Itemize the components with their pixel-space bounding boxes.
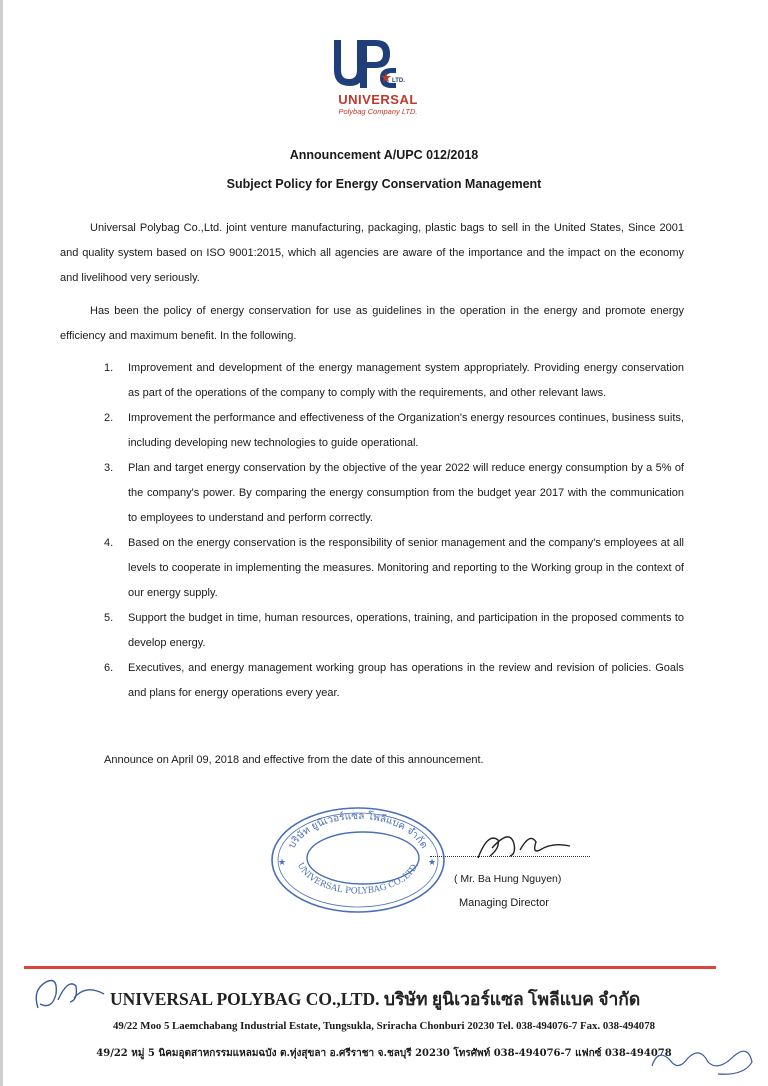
list-item-number: 4. [104,537,114,549]
list-item-number: 5. [104,612,114,624]
list-item [104,656,684,706]
list-item-text: Plan and target energy conservation by the objective of the year 2022 will reduce energy consumption by a 5% of the company's power. By comparing the energy consumption from the budget year 2017 with the communication to employees to understand and perform correctly. [128,462,684,524]
logo-brand-sub: Polybag Company LTD. [338,107,418,116]
footer-address-en: 49/22 Moo 5 Laemchabang Industrial Estate, Tungsukla, Sriracha Chonburi 20230 Tel. 038-494076-7 Fax. 038-494078 [112,1020,655,1032]
page-edge [0,0,3,1086]
paragraph-intro-text: Universal Polybag Co.,Ltd. joint venture manufacturing, packaging, plastic bags to sell in the United States, Since 2001 and quality system based on ISO 9001:2015, which all agencies are aware of the importance and the impact on the economy and livelihood very seriously. [60,222,684,284]
company-logo [330,36,426,120]
paragraph-policy [60,299,684,349]
list-item-number: 1. [104,362,114,374]
list-item [104,456,684,531]
stamp-bottom-text: UNIVERSAL POLYBAG CO.,LTD. [294,861,421,897]
stamp-top-text: บริษัท ยูนิเวอร์แซล โพลีแบค จำกัด [286,810,430,851]
footer-company-name: UNIVERSAL POLYBAG CO.,LTD. บริษัท ยูนิเวอร์แซล โพลีแบค จำกัด [110,989,641,1009]
footer-rule [24,966,716,969]
svg-text:★: ★ [428,857,437,867]
logo-ltd: LTD. [392,78,405,84]
list-item-text: Improvement and development of the energy management system appropriately. Providing energy conservation as part of the operations of the company to comply with the requirements, and other relevant laws. [128,362,684,399]
list-item-text: Improvement the performance and effectiveness of the Organization's energy resources continues, business suits, including developing new technologies to guide operational. [128,412,684,449]
upc-logo-icon [330,36,426,94]
list-item-number: 6. [104,662,114,674]
footer-address-th: 49/22 หมู่ 5 นิคมอุตสาหกรรมแหลมฉบัง ต.ทุ่งสุขลา อ.ศรีราชา จ.ชลบุรี 20230 โทรศัพท์ 038-494076-7 แฟกซ์ 038-494078 [96,1048,672,1059]
policy-list [104,356,684,706]
list-item [104,531,684,606]
footer-signature-mark [28,970,108,1018]
svg-text:★: ★ [278,857,287,867]
footer-scribble-mark [648,1036,758,1080]
paragraph-intro [60,216,684,291]
subject-heading: Subject Policy for Energy Conservation Management [226,177,542,191]
list-item-text: Based on the energy conservation is the responsibility of senior management and the company's employees at all levels to cooperate in implementing the measures. Monitoring and reporting to the Working group in the context of our energy supply. [128,537,684,599]
svg-text:บริษัท ยูนิเวอร์แซล โพลีแบค จำ [287,809,430,850]
list-item [104,606,684,656]
list-item [104,406,684,456]
announcement-number: Announcement A/UPC 012/2018 [289,148,479,162]
svg-text:UNIVERSAL POLYBAG CO.,LTD. [295,861,421,896]
list-item-number: 3. [104,462,114,474]
paragraph-policy-text: Has been the policy of energy conservation for use as guidelines in the operation in the energy and promote energy efficiency and maximum benefit. In the following. [60,305,684,342]
list-item-text: Support the budget in time, human resources, operations, training, and participation in the proposed comments to develop energy. [128,612,684,649]
signer-title: Managing Director [459,897,549,909]
company-stamp [268,805,448,915]
list-item-text: Executives, and energy management working group has operations in the review and revision of policies. Goals and plans for energy operations every year. [128,662,684,699]
signature-mark [470,826,580,866]
logo-brand: UNIVERSAL [338,92,418,107]
signer-name: ( Mr. Ba Hung Nguyen) [454,873,562,885]
list-item-number: 2. [104,412,114,424]
list-item [104,356,684,406]
announce-date: Announce on April 09, 2018 and effective from the date of this announcement. [104,754,484,766]
